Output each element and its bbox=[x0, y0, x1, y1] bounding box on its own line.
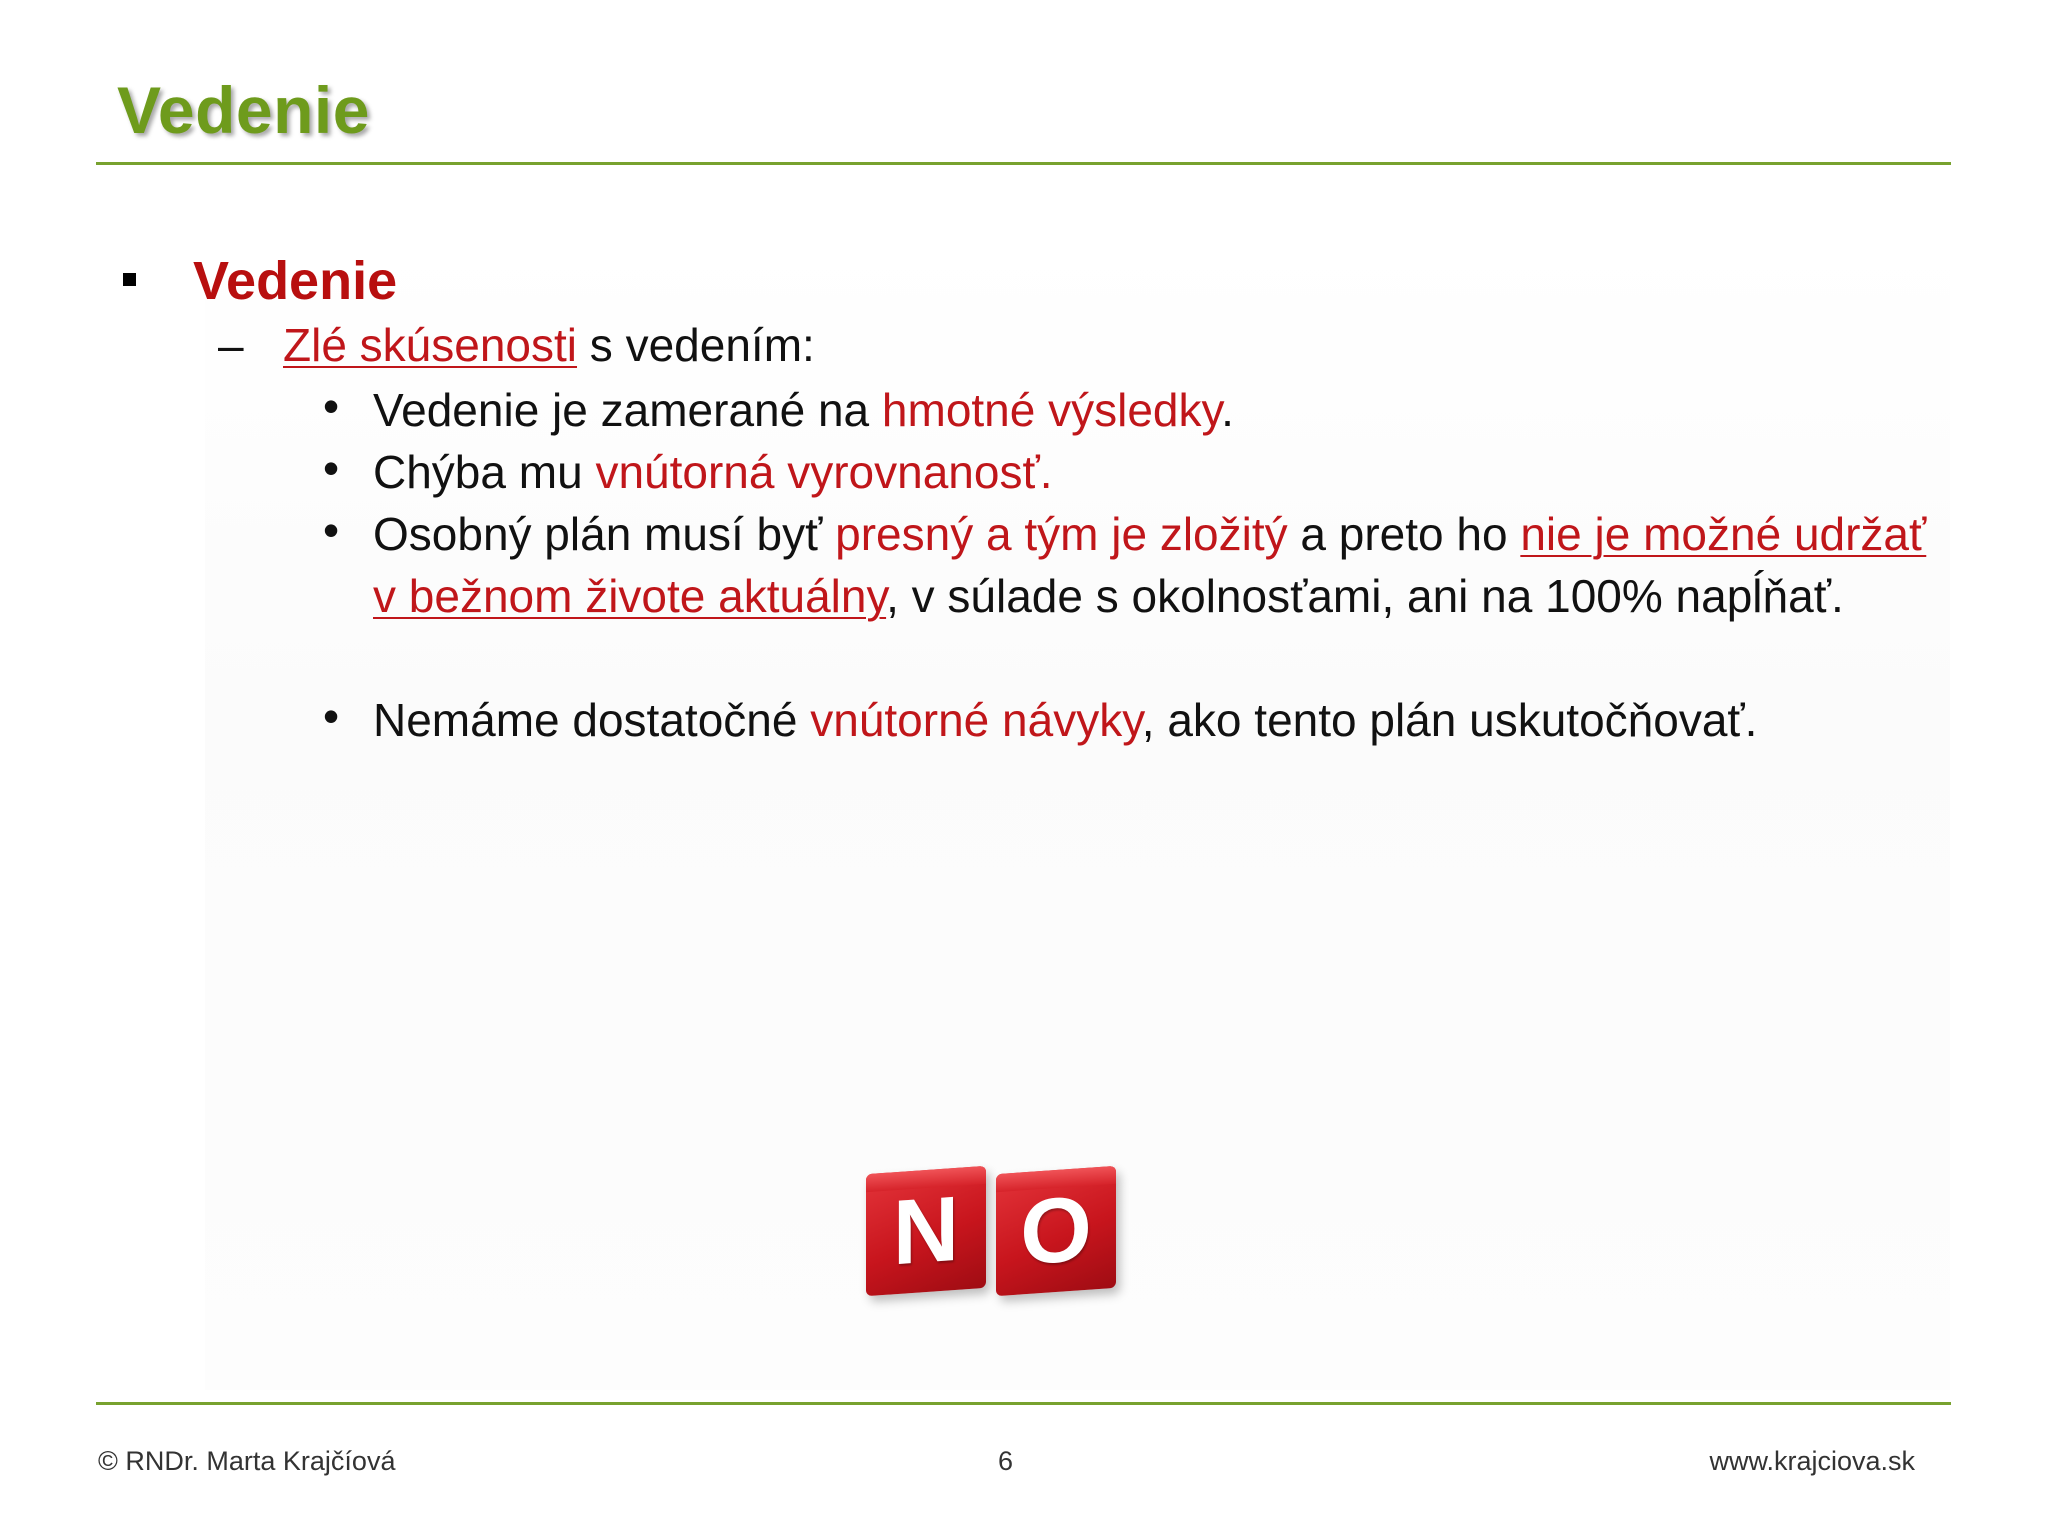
bullet-item-2 bbox=[373, 441, 1933, 503]
bullet-3-text: Osobný plán musí byť bbox=[373, 508, 836, 560]
subheading-rest: s vedením: bbox=[577, 319, 815, 371]
block-n bbox=[866, 1166, 986, 1296]
bullet-item-4 bbox=[373, 689, 1933, 751]
bullet-3-red: presný a tým je zložitý bbox=[835, 508, 1288, 560]
slide-title: Vedenie bbox=[117, 73, 370, 147]
bullet-3-red-underlined: nie je možné udržať v bežnom živote aktuálny bbox=[373, 508, 1927, 622]
dot-bullet-icon: • bbox=[323, 380, 340, 432]
dot-bullet-icon: • bbox=[323, 690, 340, 742]
bullet-2-text: Chýba mu bbox=[373, 446, 596, 498]
bullet-2-red: vnútorná vyrovnanosť. bbox=[595, 446, 1053, 498]
dot-bullet-icon: • bbox=[323, 442, 340, 494]
subheading bbox=[283, 318, 815, 372]
block-o bbox=[996, 1166, 1116, 1296]
block-o-letter: O bbox=[1020, 1176, 1092, 1285]
page-number: 6 bbox=[998, 1446, 1014, 1476]
block-n-letter: N bbox=[892, 1177, 960, 1284]
bullet-item-3 bbox=[373, 503, 1933, 627]
heading-vedenie: Vedenie bbox=[193, 251, 398, 311]
bullet-item-1 bbox=[373, 379, 1933, 441]
bullet-3-end: , v súlade s okolnosťami, ani na 100% napĺňať. bbox=[886, 570, 1844, 622]
bullet-4-end: , ako tento plán uskutočňovať. bbox=[1141, 694, 1758, 746]
footer-website: www.krajciova.sk bbox=[1709, 1446, 1915, 1476]
bullet-3-mid: a preto ho bbox=[1287, 508, 1521, 560]
footer-copyright: © RNDr. Marta Krajčíová bbox=[98, 1446, 396, 1476]
title-divider bbox=[96, 162, 1951, 165]
bullet-1-text: Vedenie je zamerané na bbox=[373, 384, 882, 436]
dash-bullet: – bbox=[218, 319, 244, 371]
subheading-red-underlined: Zlé skúsenosti bbox=[283, 319, 578, 371]
bullet-4-red: vnútorné návyky bbox=[810, 694, 1142, 746]
square-bullet-icon bbox=[123, 273, 136, 286]
bullet-1-end: . bbox=[1221, 384, 1234, 436]
no-blocks-image bbox=[858, 1158, 1120, 1308]
bullet-1-red: hmotné výsledky bbox=[881, 384, 1222, 436]
dot-bullet-icon: • bbox=[323, 504, 340, 556]
footer-divider bbox=[96, 1402, 1951, 1405]
bullet-4-text: Nemáme dostatočné bbox=[373, 694, 811, 746]
